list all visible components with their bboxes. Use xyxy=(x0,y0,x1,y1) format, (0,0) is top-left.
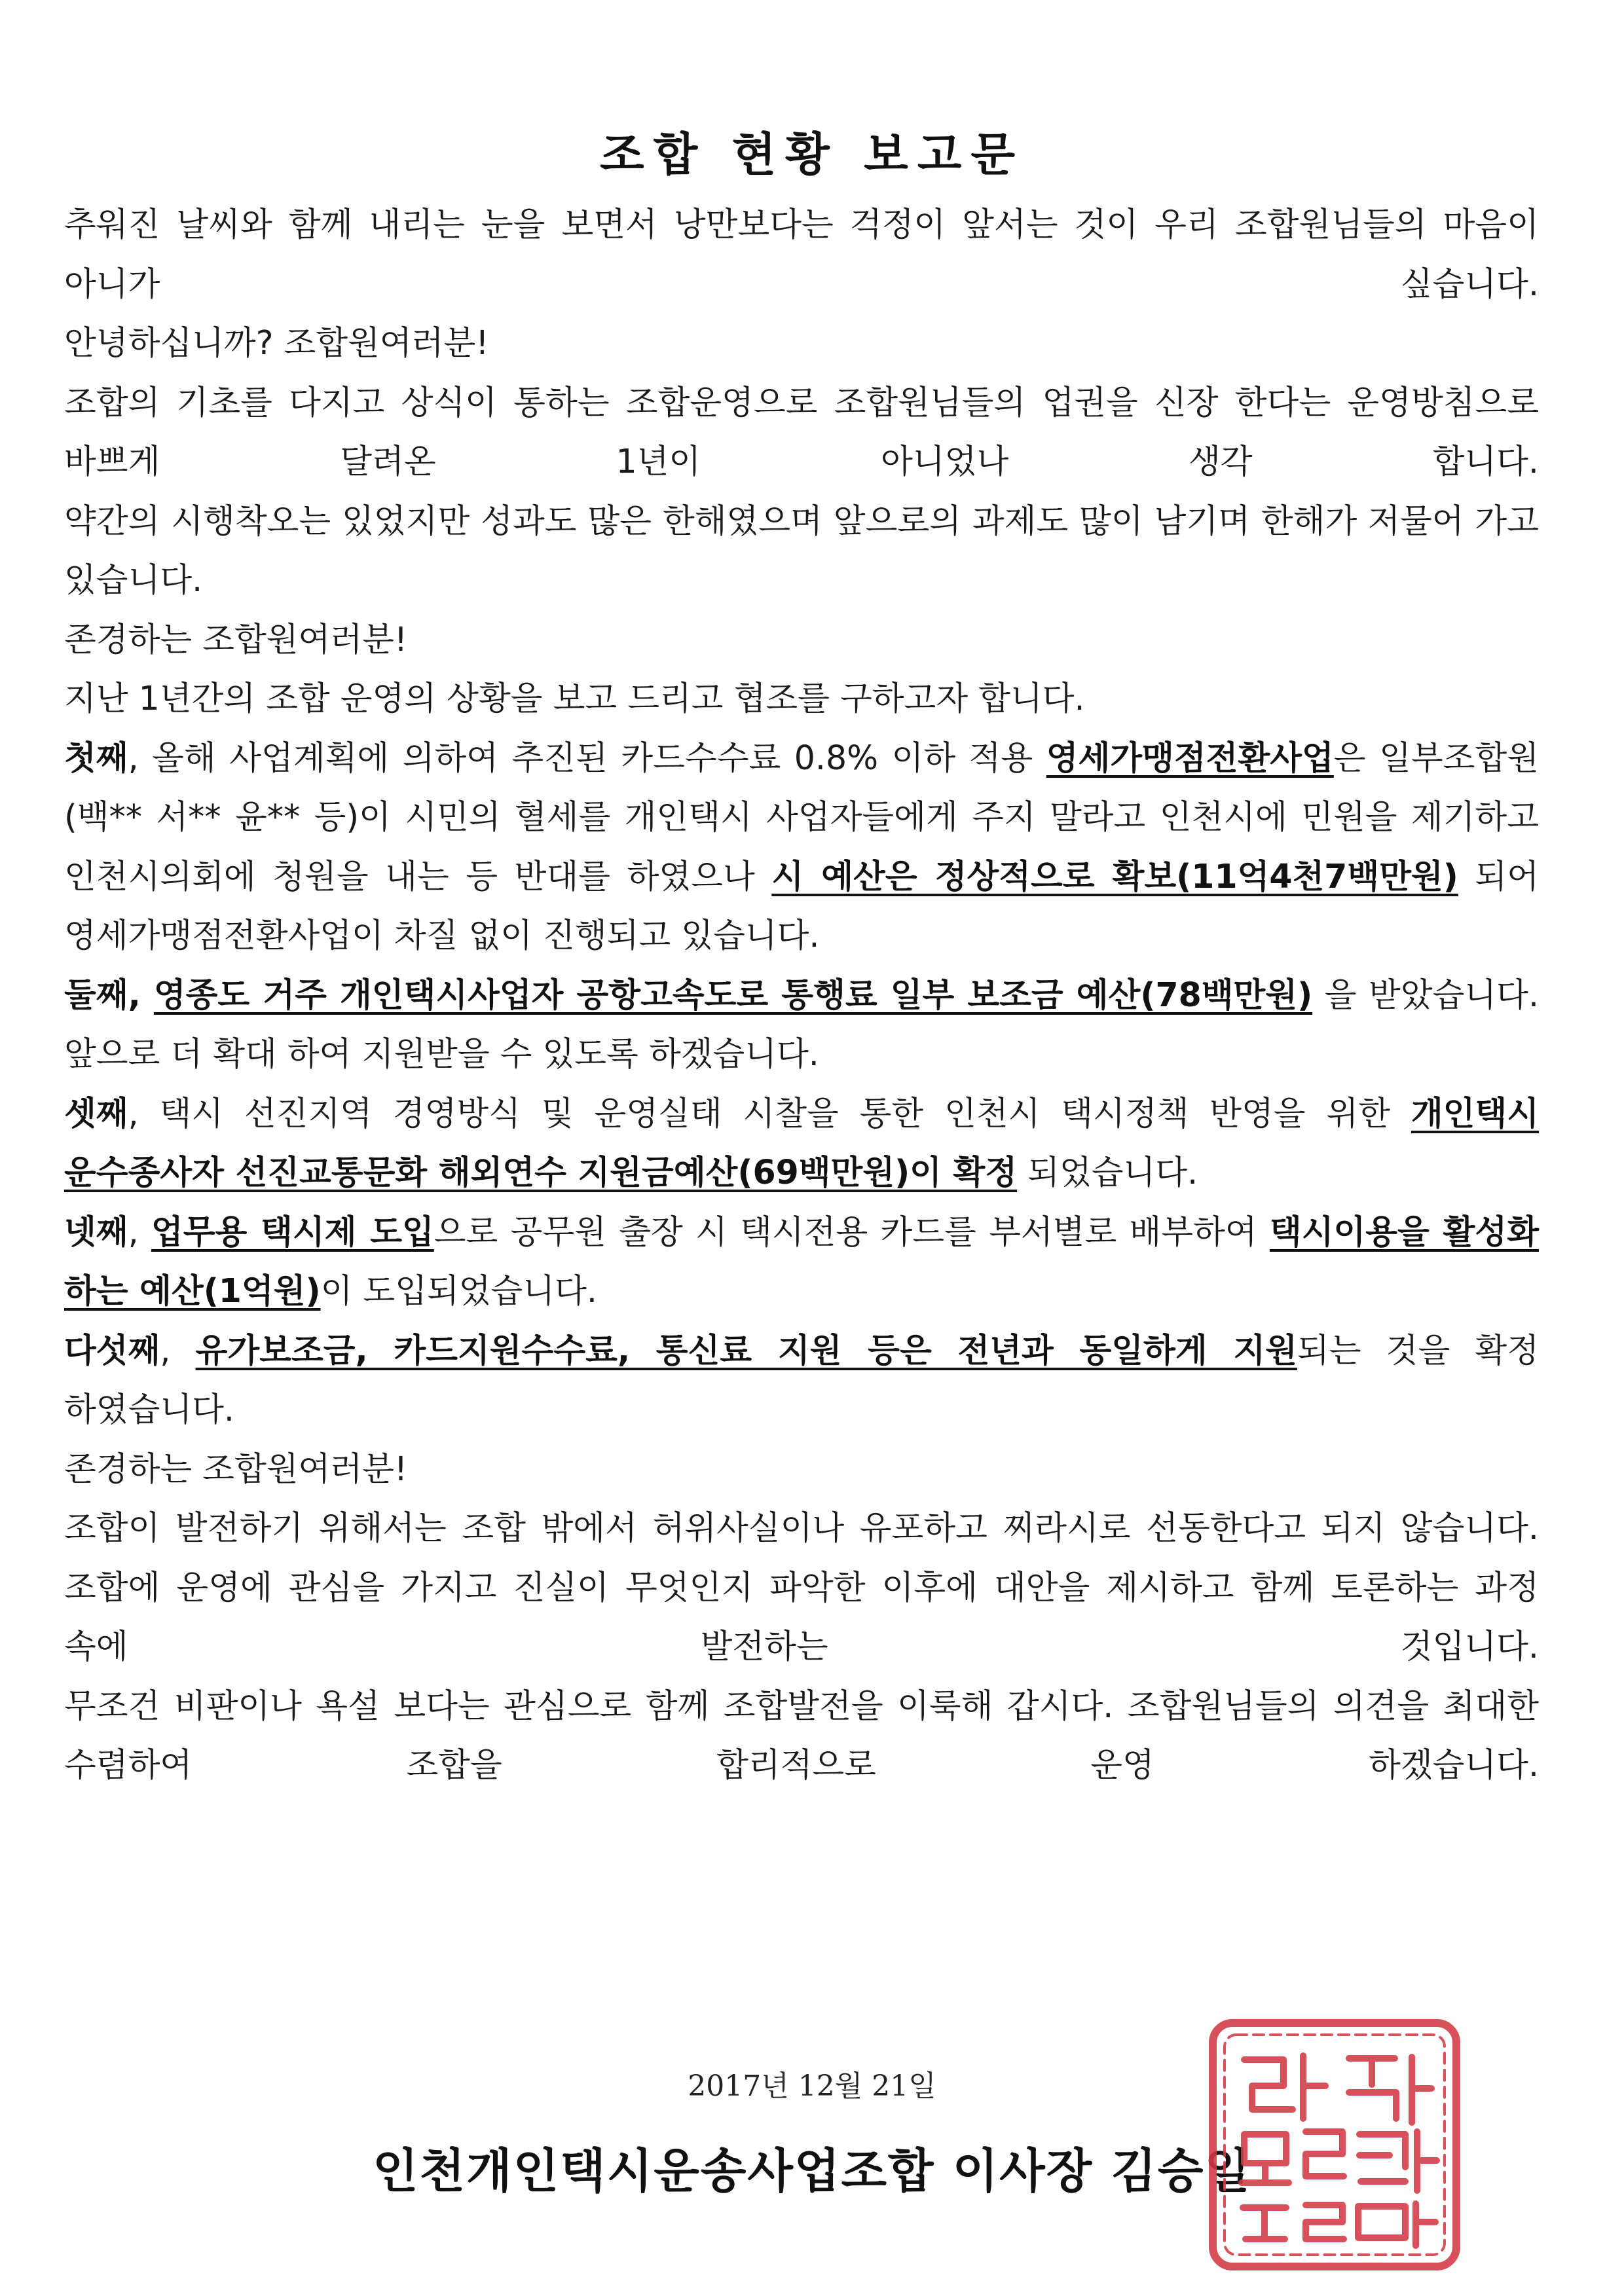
item-third-label: 셋째 xyxy=(64,1093,128,1133)
item-second: 둘째, 영종도 거주 개인택시사업자 공항고속도로 통행료 일부 보조금 예산(78백만원) 을 받았습니다. 앞으로 더 확대 하여 지원받을 수 있도록 하겠습니다. xyxy=(64,975,1540,1073)
address-line-1: 존경하는 조합원여러분! xyxy=(64,619,408,659)
report-intro-line: 지난 1년간의 조합 운영의 상황을 보고 드리고 협조를 구하고자 합니다. xyxy=(64,679,1085,718)
item-fourth-label: 넷째 xyxy=(64,1212,128,1251)
document-date: 2017년 12월 21일 xyxy=(688,2069,936,2103)
item-fourth-underline-1: 업무용 택시제 도입 xyxy=(151,1212,434,1251)
address-line-2: 존경하는 조합원여러분! xyxy=(64,1449,408,1488)
item-fourth: 넷째, 업무용 택시제 도입으로 공무원 출장 시 택시전용 카드를 부서별로 배부하여 택시이용을 활성화 하는 예산(1억원)이 도입되었습니다. xyxy=(64,1212,1539,1310)
item-first-underline-2: 시 예산은 정상적으로 확보(11억4천7백만원) xyxy=(771,856,1458,896)
intro-paragraph-1: 추워진 날씨와 함께 내리는 눈을 보면서 낭만보다는 걱정이 앞서는 것이 우리 조합원님들의 마음이 아니가 싶습니다. xyxy=(64,205,1539,303)
item-fifth: 다섯째, 유가보조금, 카드지원수수료, 통신료 지원 등은 전년과 동일하게 지원되는 것을 확정 하였습니다. xyxy=(64,1330,1539,1429)
intro-paragraph-3: 약간의 시행착오는 있었지만 성과도 많은 한해였으며 앞으로의 과제도 많이 남기며 한해가 저물어 가고 있습니다. xyxy=(64,501,1539,599)
signature-line: 인천개인택시운송사업조합 이사장 김승일 xyxy=(372,2143,1252,2198)
item-first-label: 첫째 xyxy=(64,738,128,777)
item-fifth-text-2: 되는 것을 확정 하였습니다. xyxy=(64,1330,1539,1429)
closing-paragraph-3: 무조건 비판이나 욕설 보다는 관심으로 함께 조합발전을 이룩해 갑시다. 조합원님들의 의견을 최대한 수렴하여 조합을 합리적으로 운영 하겠습니다. xyxy=(64,1686,1539,1784)
item-second-text-2: 을 받았습니다. 앞으로 더 확대 하여 지원받을 수 있도록 하겠습니다. xyxy=(64,975,1540,1073)
document-body xyxy=(64,195,1539,1795)
greeting-line: 안녕하십니까? 조합원여러분! xyxy=(64,323,489,362)
item-third xyxy=(64,1084,1539,1203)
closing-paragraph-1: 조합이 발전하기 위해서는 조합 밖에서 허위사실이나 유포하고 찌라시로 선동한다고 되지 않습니다. xyxy=(64,1508,1539,1547)
item-first xyxy=(64,729,1539,966)
item-first-text-1: , 올해 사업계획에 의하여 추진된 카드수수료 0.8% 이하 적용 xyxy=(128,738,1046,777)
closing-paragraph-2: 조합에 운영에 관심을 가지고 진실이 무엇인지 파악한 이후에 대안을 제시하고 함께 토론하는 과정 속에 발전하는 것입니다. xyxy=(64,1567,1539,1666)
item-third-underline-1: 개인택시 운수종사자 선진교통문화 해외연수 지원금예산(69백만원)이 확정 xyxy=(64,1093,1539,1192)
official-seal-stamp xyxy=(1204,2014,1466,2276)
item-first-underline-1: 영세가맹점전환사업 xyxy=(1046,738,1334,777)
item-second-label: 둘째 xyxy=(64,975,128,1014)
item-fifth-label: 다섯째 xyxy=(64,1330,160,1370)
intro-paragraph-2: 조합의 기초를 다지고 상식이 통하는 조합운영으로 조합원님들의 업권을 신장 한다는 운영방침으로 바쁘게 달려온 1년이 아니었나 생각 합니다. xyxy=(64,382,1539,481)
item-first-text-3: 되어 영세가맹점전환사업이 차질 없이 진행되고 있습니다. xyxy=(64,856,1539,955)
item-second-underline-1: 영종도 거주 개인택시사업자 공항고속도로 통행료 일부 보조금 예산(78백만원) xyxy=(153,975,1313,1014)
document-title: 조합 현황 보고문 xyxy=(599,128,1025,181)
item-fourth-underline-2: 택시이용을 활성화 하는 예산(1억원) xyxy=(64,1212,1539,1310)
item-fourth-text-2: 으로 공무원 출장 시 택시전용 카드를 부서별로 배부하여 xyxy=(434,1212,1270,1251)
item-third-text-2: 되었습니다. xyxy=(1017,1153,1198,1192)
item-fourth-text-3: 이 도입되었습니다. xyxy=(320,1271,597,1310)
item-fifth-underline-1: 유가보조금, 카드지원수수료, 통신료 지원 등은 전년과 동일하게 지원 xyxy=(195,1330,1297,1370)
item-third-text-1: , 택시 선진지역 경영방식 및 운영실태 시찰을 통한 인천시 택시정책 반영을 위한 xyxy=(128,1093,1411,1133)
item-first-text-2: 은 일부조합원(백** 서** 윤** 등)이 시민의 혈세를 개인택시 사업자들에게 주지 말라고 인천시에 민원을 제기하고 인천시의회에 청원을 내는 등 반대를 하였으나 xyxy=(64,738,1540,896)
